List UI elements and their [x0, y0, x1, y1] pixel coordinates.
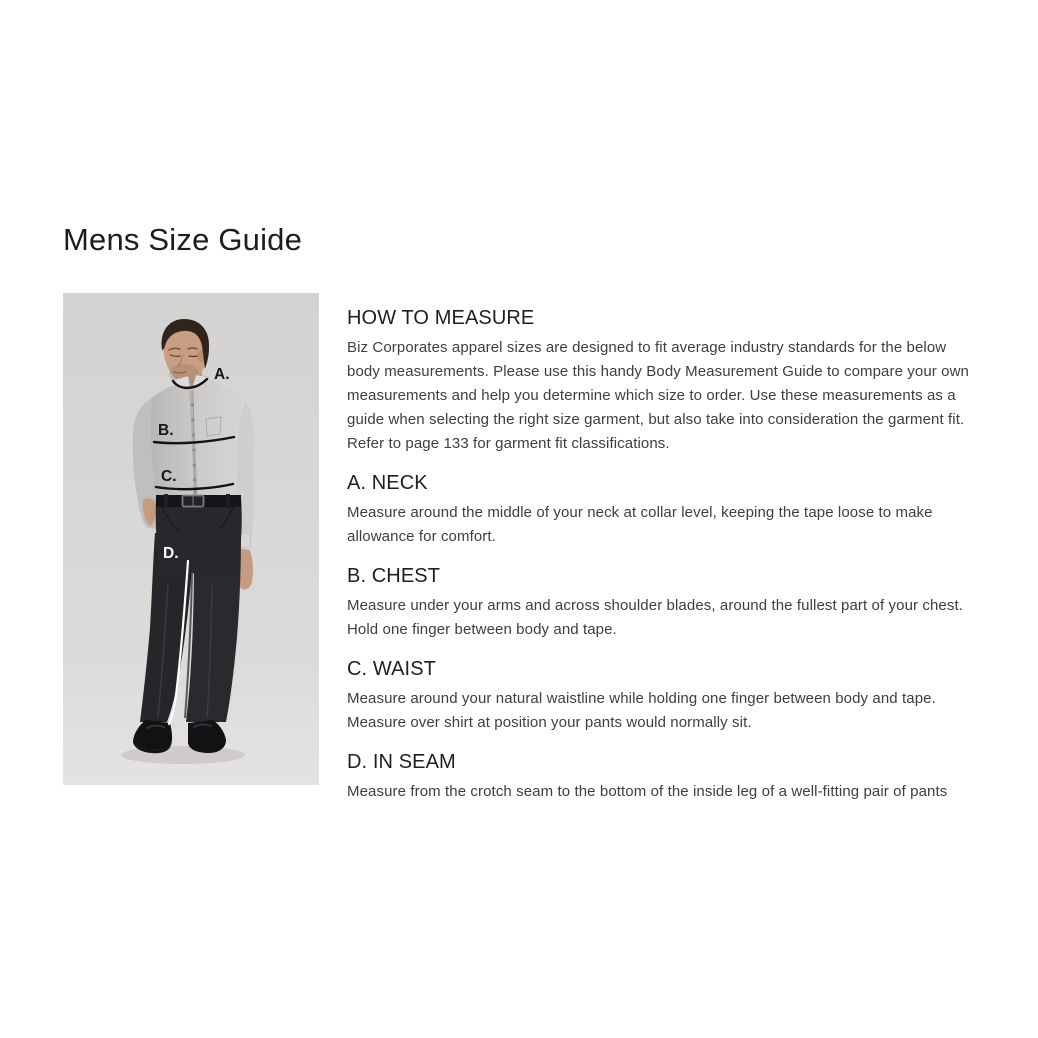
section-inseam — [347, 750, 979, 804]
neck-body: Measure around the middle of your neck at collar level, keeping the tape loose to make allowance for comfort. — [347, 504, 933, 545]
neck-heading: A. NECK — [347, 472, 428, 494]
how-to-measure-heading: HOW TO MEASURE — [347, 307, 535, 329]
size-guide-content — [63, 293, 979, 804]
chest-body: Measure under your arms and across shoulder blades, around the fullest part of your chest. Hold one finger between body and tape. — [347, 597, 963, 638]
label-b-chest: B. — [158, 422, 174, 439]
label-a-neck: A. — [214, 366, 230, 383]
section-chest — [347, 564, 979, 642]
section-neck — [347, 471, 979, 549]
section-how-to-measure — [347, 306, 979, 456]
belt — [156, 494, 241, 508]
waist-body: Measure around your natural waistline while holding one finger between body and tape. Measure over shirt at position your pants would normally sit. — [347, 690, 936, 731]
inseam-body: Measure from the crotch seam to the bottom of the inside leg of a well-fitting pair of pants — [347, 783, 948, 800]
waist-heading: C. WAIST — [347, 658, 436, 680]
measurement-figure-illustration — [63, 293, 319, 785]
inseam-heading: D. IN SEAM — [347, 751, 456, 773]
how-to-measure-body: Biz Corporates apparel sizes are designed to fit average industry standards for the below body measurements. Please use this handy Body Measurement Guide to compare your own measurements and help you determine which size to order. Use these measurements as a guide when selecting the right size garment, but also take into consideration the garment fit. Refer to page 133 for garment fit classifications. — [347, 339, 969, 452]
measurement-instructions — [347, 293, 979, 804]
chest-heading: B. CHEST — [347, 565, 441, 587]
measurement-model-photo — [63, 293, 319, 785]
section-waist — [347, 657, 979, 735]
page-title: Mens Size Guide — [63, 222, 303, 257]
label-d-inseam: D. — [163, 545, 179, 562]
label-c-waist: C. — [161, 468, 177, 485]
